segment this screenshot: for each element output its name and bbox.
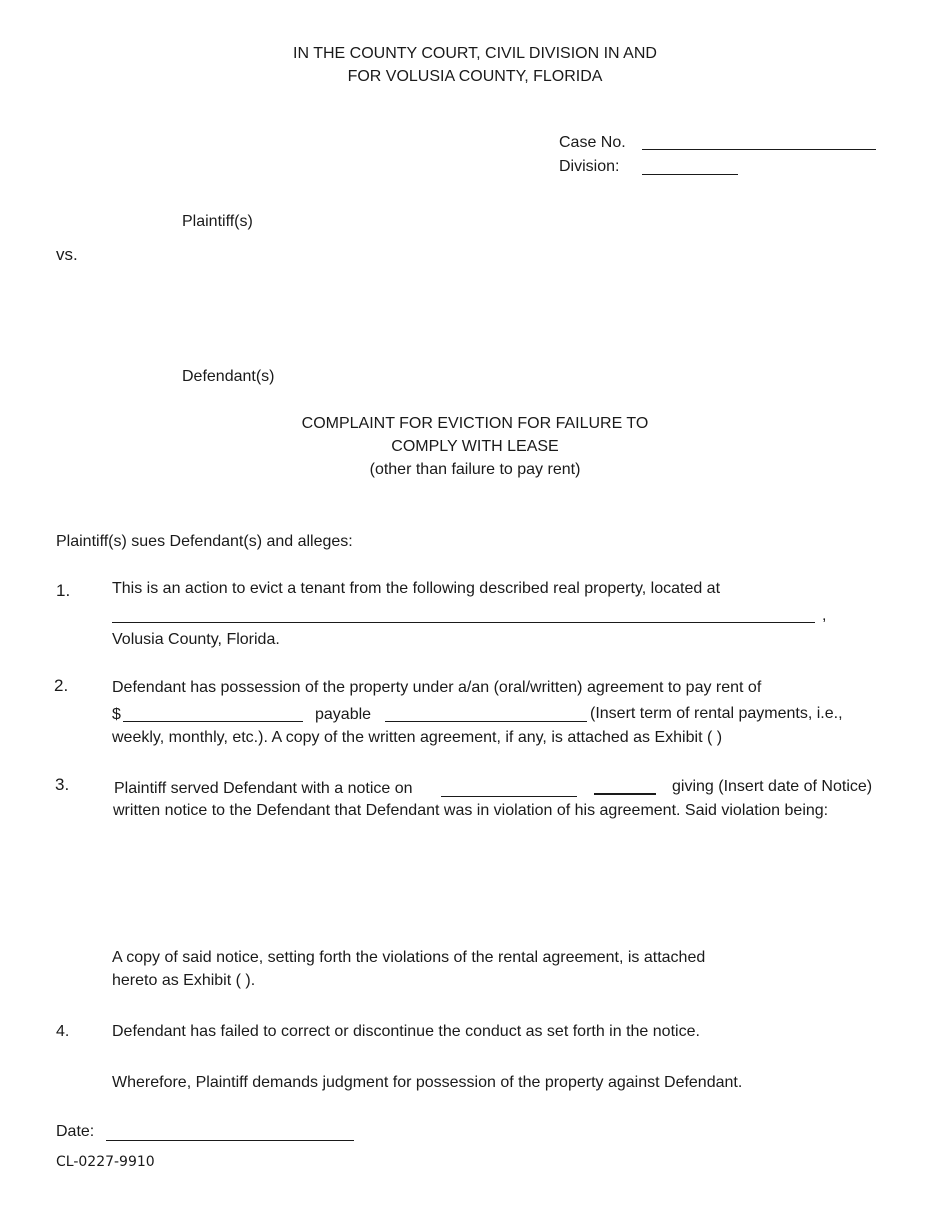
form-code: CL-0227-9910 bbox=[56, 1154, 155, 1170]
complaint-title-line1: COMPLAINT FOR EVICTION FOR FAILURE TO bbox=[301, 415, 649, 432]
wherefore-text: Wherefore, Plaintiff demands judgment for possession of the property against Defendant. bbox=[112, 1074, 743, 1091]
court-header-line1: IN THE COUNTY COURT, CIVIL DIVISION IN AND bbox=[293, 45, 657, 62]
notice-date-field[interactable] bbox=[441, 777, 577, 797]
notice-date-underline bbox=[441, 796, 577, 797]
division-underline bbox=[642, 174, 738, 175]
division-label: Division: bbox=[559, 158, 620, 175]
paragraph-1-county: Volusia County, Florida. bbox=[112, 631, 280, 648]
notice-days-field[interactable] bbox=[594, 775, 656, 795]
paragraph-2-number: 2. bbox=[54, 676, 69, 695]
vs-label: vs. bbox=[56, 245, 78, 264]
paragraph-3-text: Plaintiff served Defendant with a notice on bbox=[114, 780, 413, 797]
rental-term-underline bbox=[385, 721, 587, 722]
address-comma: , bbox=[822, 607, 827, 624]
paragraph-2-exhibit-text: weekly, monthly, etc.). A copy of the written agreement, if any, is attached as Exhibit ( ) bbox=[112, 729, 723, 746]
date-underline bbox=[106, 1140, 354, 1141]
paragraph-4-number: 4. bbox=[56, 1023, 70, 1040]
complaint-subtitle: (other than failure to pay rent) bbox=[369, 461, 581, 478]
plaintiff-label: Plaintiff(s) bbox=[182, 213, 253, 230]
case-no-label: Case No. bbox=[559, 134, 626, 151]
dollar-sign: $ bbox=[112, 706, 121, 723]
notice-days-underline bbox=[594, 793, 656, 795]
rent-amount-field[interactable] bbox=[123, 702, 303, 722]
paragraph-1-text: This is an action to evict a tenant from the following described real property, located at bbox=[112, 580, 721, 597]
date-field[interactable] bbox=[106, 1120, 354, 1140]
notice-copy-text-line1: A copy of said notice, setting forth the violations of the rental agreement, is attached bbox=[112, 949, 706, 966]
court-header-line2: FOR VOLUSIA COUNTY, FLORIDA bbox=[347, 68, 603, 85]
insert-term-text: (Insert term of rental payments, i.e., bbox=[590, 705, 843, 722]
division-field[interactable] bbox=[642, 154, 738, 174]
intro-text: Plaintiff(s) sues Defendant(s) and alleges: bbox=[56, 533, 353, 550]
property-address-field[interactable] bbox=[112, 603, 815, 623]
payable-label: payable bbox=[315, 706, 372, 723]
paragraph-3-number: 3. bbox=[55, 775, 70, 794]
complaint-title-line2: COMPLY WITH LEASE bbox=[391, 438, 559, 455]
paragraph-1-number: 1. bbox=[56, 581, 71, 600]
paragraph-4-text: Defendant has failed to correct or discontinue the conduct as set forth in the notice. bbox=[112, 1023, 700, 1040]
rental-term-field[interactable] bbox=[385, 702, 587, 722]
case-no-field[interactable] bbox=[642, 130, 876, 150]
defendant-label: Defendant(s) bbox=[182, 368, 275, 385]
rent-amount-underline bbox=[123, 721, 303, 722]
paragraph-3-violation-text: written notice to the Defendant that Defendant was in violation of his agreement. Said violation being: bbox=[113, 802, 829, 819]
notice-copy-text-line2: hereto as Exhibit ( ). bbox=[112, 972, 256, 989]
paragraph-2-text: Defendant has possession of the property under a/an (oral/written) agreement to pay rent of bbox=[112, 679, 762, 696]
violation-description-area[interactable] bbox=[113, 828, 883, 938]
case-no-underline bbox=[642, 149, 876, 150]
date-label: Date: bbox=[56, 1123, 95, 1140]
property-address-underline bbox=[112, 622, 815, 623]
giving-text: giving (Insert date of Notice) bbox=[672, 778, 873, 795]
